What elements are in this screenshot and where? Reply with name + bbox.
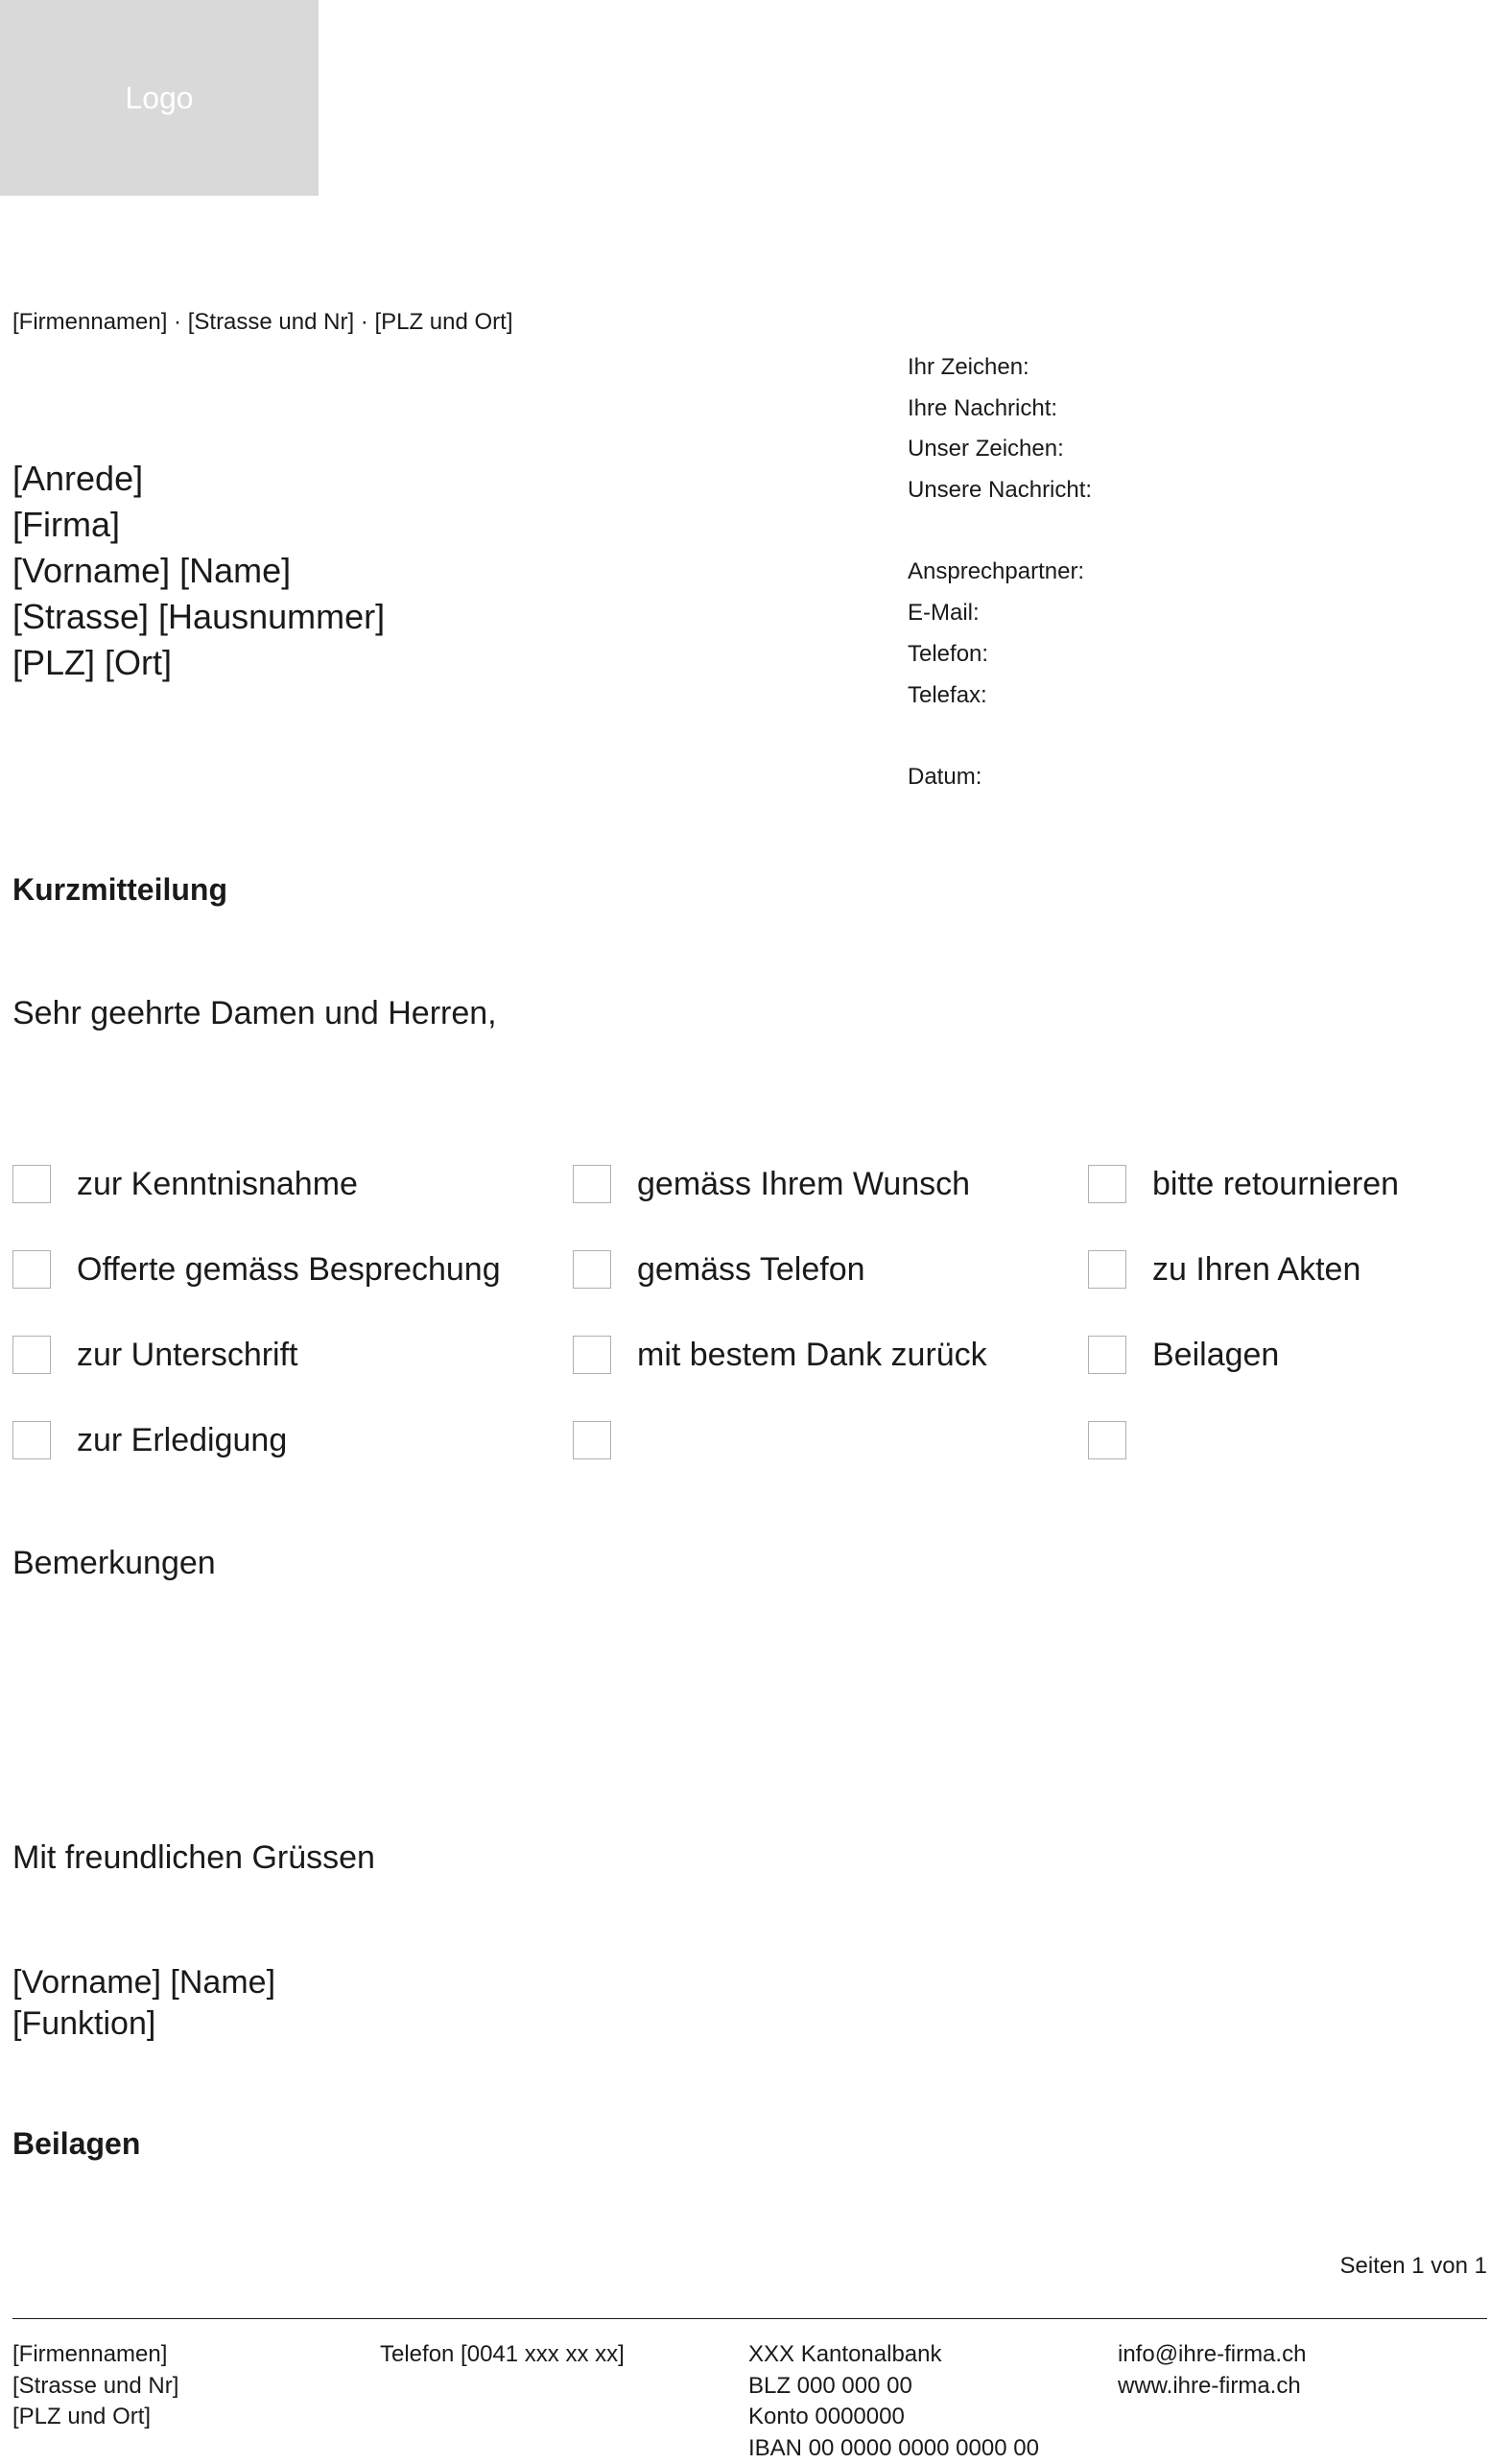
footer-divider [12, 2318, 1487, 2319]
recipient-address [12, 456, 385, 686]
checklist-item[interactable] [573, 1419, 637, 1461]
recipient-salutation: [Anrede] [12, 456, 385, 502]
checkbox-label: Offerte gemäss Besprechung [77, 1251, 501, 1289]
recipient-company: [Firma] [12, 502, 385, 548]
checkbox[interactable] [573, 1165, 611, 1203]
footer-phone-number: Telefon [0041 xxx xx xx] [380, 2339, 625, 2371]
checkbox[interactable] [573, 1250, 611, 1289]
page-number: Seiten 1 von 1 [1340, 2253, 1487, 2280]
footer-bank-iban: IBAN 00 0000 0000 0000 00 [748, 2433, 1039, 2464]
footer-company-street: [Strasse und Nr] [12, 2371, 178, 2403]
ihre-nachricht-label: Ihre Nachricht: [908, 389, 1092, 430]
subject-heading: Kurzmitteilung [12, 872, 227, 908]
logo-label: Logo [125, 81, 193, 116]
footer-company [12, 2339, 178, 2433]
info-spacer [908, 716, 1092, 757]
checkbox[interactable] [1088, 1421, 1126, 1459]
footer-website[interactable]: www.ihre-firma.ch [1118, 2371, 1306, 2403]
telefax-label: Telefax: [908, 675, 1092, 717]
footer-company-city: [PLZ und Ort] [12, 2402, 178, 2433]
datum-label: Datum: [908, 757, 1092, 798]
ansprechpartner-label: Ansprechpartner: [908, 552, 1092, 593]
checkbox-label: zur Kenntnisnahme [77, 1166, 358, 1203]
checkbox-label: zu Ihren Akten [1152, 1251, 1360, 1289]
footer-web [1118, 2339, 1306, 2402]
ihr-zeichen-label: Ihr Zeichen: [908, 347, 1092, 389]
salutation: Sehr geehrte Damen und Herren, [12, 995, 497, 1032]
remarks-label: Bemerkungen [12, 1545, 216, 1582]
enclosures-heading: Beilagen [12, 2126, 140, 2162]
closing-phrase: Mit freundlichen Grüssen [12, 1839, 375, 1877]
checklist-item[interactable] [12, 1163, 358, 1205]
footer-email[interactable]: info@ihre-firma.ch [1118, 2339, 1306, 2371]
checklist-item[interactable] [573, 1163, 970, 1205]
checkbox[interactable] [1088, 1336, 1126, 1374]
checklist-item[interactable] [573, 1334, 987, 1376]
checkbox-label: Beilagen [1152, 1337, 1279, 1374]
checklist-item[interactable] [12, 1334, 298, 1376]
sender-line: [Firmennamen] · [Strasse und Nr] · [PLZ und Ort] [12, 309, 513, 336]
logo-placeholder [0, 0, 319, 196]
footer-company-name: [Firmennamen] [12, 2339, 178, 2371]
footer-bank [748, 2339, 1039, 2464]
checklist-item[interactable] [573, 1248, 865, 1291]
checkbox[interactable] [12, 1336, 51, 1374]
checkbox[interactable] [573, 1336, 611, 1374]
footer-bank-blz: BLZ 000 000 00 [748, 2371, 1039, 2403]
recipient-city: [PLZ] [Ort] [12, 640, 385, 686]
footer-phone [380, 2339, 625, 2371]
checkbox[interactable] [12, 1165, 51, 1203]
checkbox-label: mit bestem Dank zurück [637, 1337, 987, 1374]
checklist-item[interactable] [12, 1419, 287, 1461]
checkbox[interactable] [1088, 1165, 1126, 1203]
info-spacer [908, 511, 1092, 553]
unser-zeichen-label: Unser Zeichen: [908, 429, 1092, 470]
checklist-item[interactable] [1088, 1163, 1399, 1205]
telefon-label: Telefon: [908, 634, 1092, 675]
footer-bank-name: XXX Kantonalbank [748, 2339, 1039, 2371]
checkbox-label: gemäss Ihrem Wunsch [637, 1166, 970, 1203]
checklist-item[interactable] [1088, 1419, 1152, 1461]
recipient-street: [Strasse] [Hausnummer] [12, 594, 385, 640]
checkbox[interactable] [12, 1250, 51, 1289]
reference-info-block [908, 347, 1092, 798]
signature-block [12, 1962, 275, 2045]
unsere-nachricht-label: Unsere Nachricht: [908, 470, 1092, 511]
signature-name: [Vorname] [Name] [12, 1962, 275, 2003]
checkbox-label: zur Erledigung [77, 1422, 287, 1459]
footer-bank-account: Konto 0000000 [748, 2402, 1039, 2433]
checkbox-label: gemäss Telefon [637, 1251, 865, 1289]
checklist-item[interactable] [12, 1248, 501, 1291]
signature-function: [Funktion] [12, 2003, 275, 2045]
checklist-item[interactable] [1088, 1248, 1360, 1291]
checklist-item[interactable] [1088, 1334, 1279, 1376]
checkbox-label: zur Unterschrift [77, 1337, 298, 1374]
recipient-name: [Vorname] [Name] [12, 548, 385, 594]
checkbox-label: bitte retournieren [1152, 1166, 1399, 1203]
email-label: E-Mail: [908, 593, 1092, 634]
checkbox[interactable] [1088, 1250, 1126, 1289]
checkbox[interactable] [12, 1421, 51, 1459]
checkbox[interactable] [573, 1421, 611, 1459]
